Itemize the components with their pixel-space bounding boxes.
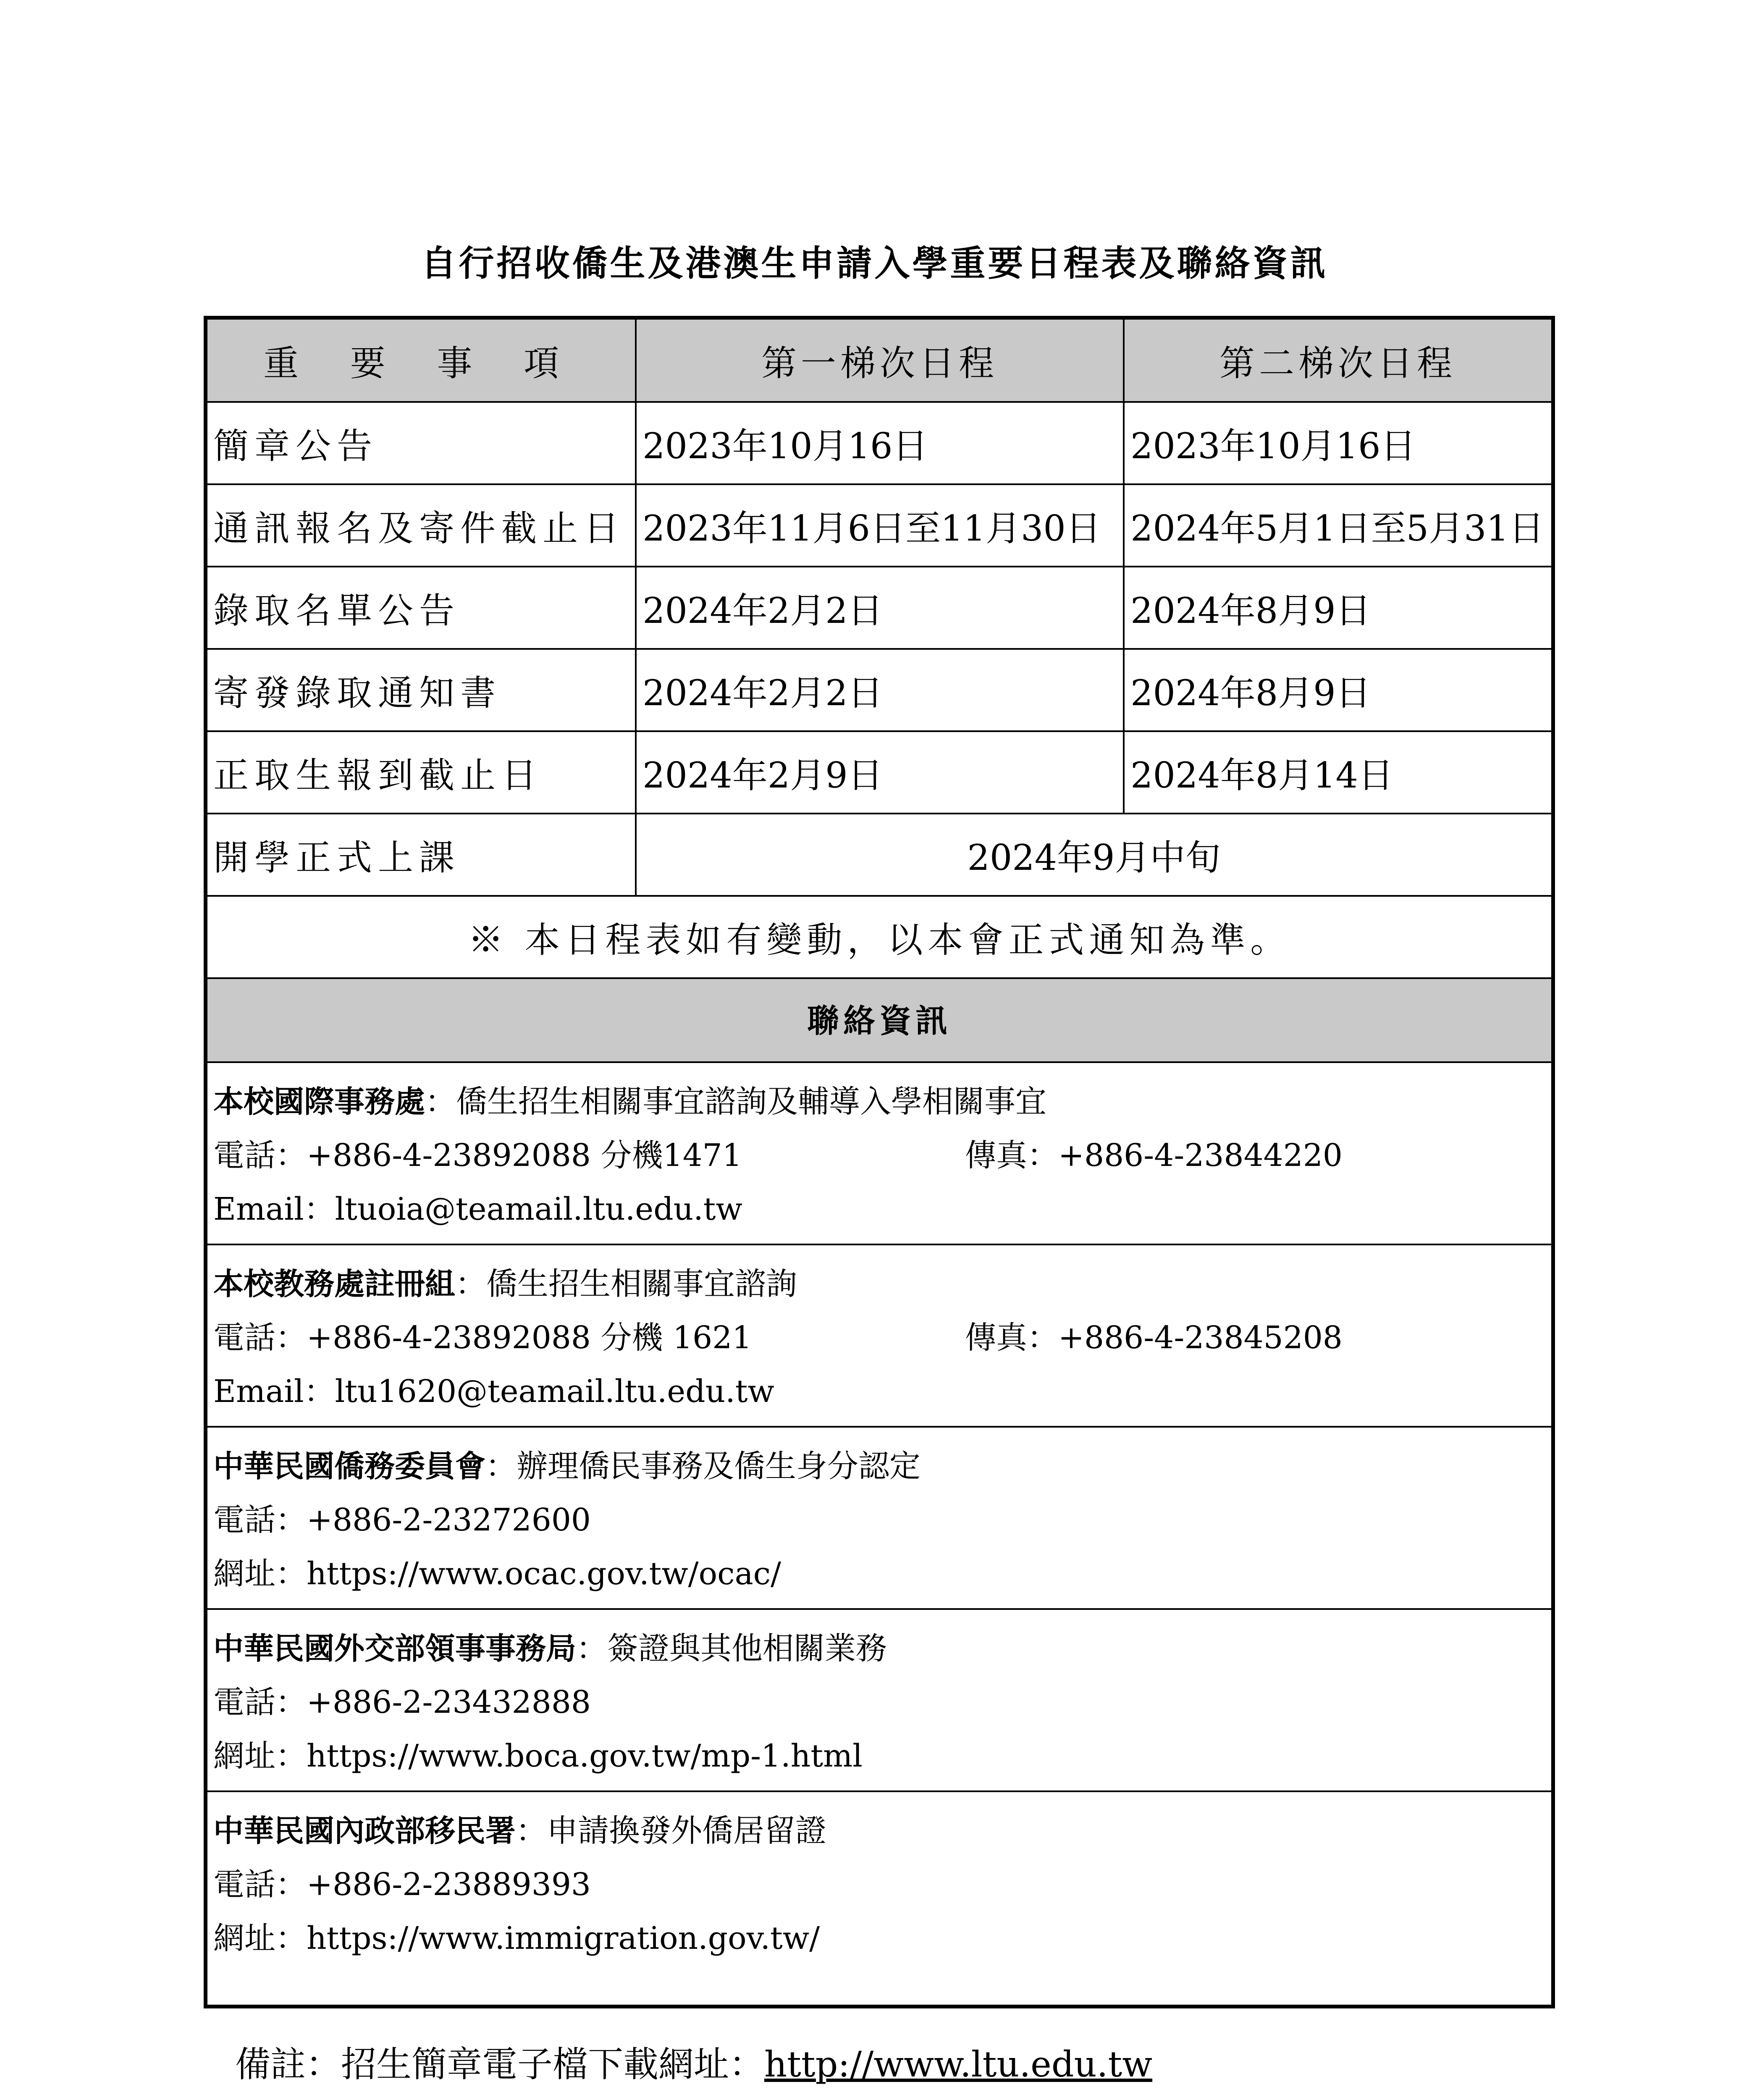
contact-block xyxy=(207,1245,1551,1428)
header-first-round: 第一梯次日程 xyxy=(636,320,1124,402)
schedule-and-contact-table xyxy=(204,316,1555,2008)
second-round-date: 2024年8月9日 xyxy=(1124,567,1551,649)
footer-note xyxy=(235,2036,1152,2087)
contact-org: 中華民國僑務委員會 xyxy=(213,1449,486,1484)
contact-heading: 聯絡資訊 xyxy=(207,979,1551,1063)
contact-website[interactable]: 網址：https://www.ocac.gov.tw/ocac/ xyxy=(213,1556,781,1592)
contact-fax: 傳真：+886-4-23844220 xyxy=(965,1137,1343,1173)
contact-desc: ：簽證與其他相關業務 xyxy=(576,1630,887,1667)
contact-phone: 電話：+886-4-23892088 分機1471 xyxy=(213,1137,742,1173)
contact-phone: 電話：+886-2-23272600 xyxy=(213,1502,591,1538)
contact-phone: 電話：+886-2-23432888 xyxy=(213,1684,591,1720)
schedule-table xyxy=(207,320,1551,979)
contact-block xyxy=(207,1792,1551,1974)
schedule-note: ※ 本日程表如有變動，以本會正式通知為準。 xyxy=(207,896,1551,978)
contact-desc: ：辦理僑民事務及僑生身分認定 xyxy=(485,1448,921,1484)
second-round-date: 2024年8月9日 xyxy=(1124,649,1551,731)
class-start-row xyxy=(207,814,1551,896)
schedule-item: 寄發錄取通知書 xyxy=(207,649,636,731)
schedule-item: 錄取名單公告 xyxy=(207,567,636,649)
contact-phone: 電話：+886-2-23889393 xyxy=(213,1866,591,1903)
contact-desc: ：僑生招生相關事宜諮詢及輔導入學相關事宜 xyxy=(425,1084,1047,1120)
first-round-date: 2023年11月6日至11月30日 xyxy=(636,484,1124,567)
schedule-row xyxy=(207,649,1551,731)
contact-email[interactable]: Email：ltuoia@teamail.ltu.edu.tw xyxy=(213,1191,742,1227)
contact-org: 本校國際事務處 xyxy=(213,1084,425,1119)
header-second-round: 第二梯次日程 xyxy=(1124,320,1551,402)
contact-org: 中華民國外交部領事事務局 xyxy=(213,1631,577,1666)
contact-desc: ：僑生招生相關事宜諮詢 xyxy=(455,1266,797,1302)
first-round-date: 2024年2月2日 xyxy=(636,567,1124,649)
contact-desc: ：申請換發外僑居留證 xyxy=(516,1813,827,1849)
first-round-date: 2024年2月9日 xyxy=(636,731,1124,814)
second-round-date: 2024年8月14日 xyxy=(1124,731,1551,814)
contact-block xyxy=(207,1428,1551,1610)
schedule-item: 正取生報到截止日 xyxy=(207,731,636,814)
first-round-date: 2023年10月16日 xyxy=(636,402,1124,484)
contact-block xyxy=(207,1610,1551,1792)
contact-email[interactable]: Email：ltu1620@teamail.ltu.edu.tw xyxy=(213,1373,774,1410)
footer-label: 備註：招生簡章電子檔下載網址： xyxy=(235,2044,765,2085)
contact-block xyxy=(207,1063,1551,1245)
header-item: 重 要 事 項 xyxy=(207,320,636,402)
contact-website[interactable]: 網址：https://www.boca.gov.tw/mp-1.html xyxy=(213,1738,863,1774)
schedule-note-row xyxy=(207,896,1551,978)
second-round-date: 2023年10月16日 xyxy=(1124,402,1551,484)
second-round-date: 2024年5月1日至5月31日 xyxy=(1124,484,1551,567)
schedule-row xyxy=(207,567,1551,649)
contact-org: 中華民國內政部移民署 xyxy=(213,1813,516,1848)
schedule-item: 開學正式上課 xyxy=(207,814,636,896)
contact-org: 本校教務處註冊組 xyxy=(213,1266,456,1302)
contact-fax: 傳真：+886-4-23845208 xyxy=(965,1320,1343,1356)
schedule-row xyxy=(207,484,1551,567)
download-link[interactable]: http://www.ltu.edu.tw xyxy=(764,2044,1153,2085)
class-start-date: 2024年9月中旬 xyxy=(636,814,1551,896)
schedule-item: 通訊報名及寄件截止日 xyxy=(207,484,636,567)
schedule-row xyxy=(207,731,1551,814)
schedule-header-row xyxy=(207,320,1551,402)
document-title: 自行招收僑生及港澳生申請入學重要日程表及聯絡資訊 xyxy=(421,243,1328,284)
schedule-item: 簡章公告 xyxy=(207,402,636,484)
contact-phone: 電話：+886-4-23892088 分機 1621 xyxy=(213,1320,752,1356)
first-round-date: 2024年2月2日 xyxy=(636,649,1124,731)
contact-website[interactable]: 網址：https://www.immigration.gov.tw/ xyxy=(213,1920,820,1956)
schedule-row xyxy=(207,402,1551,484)
